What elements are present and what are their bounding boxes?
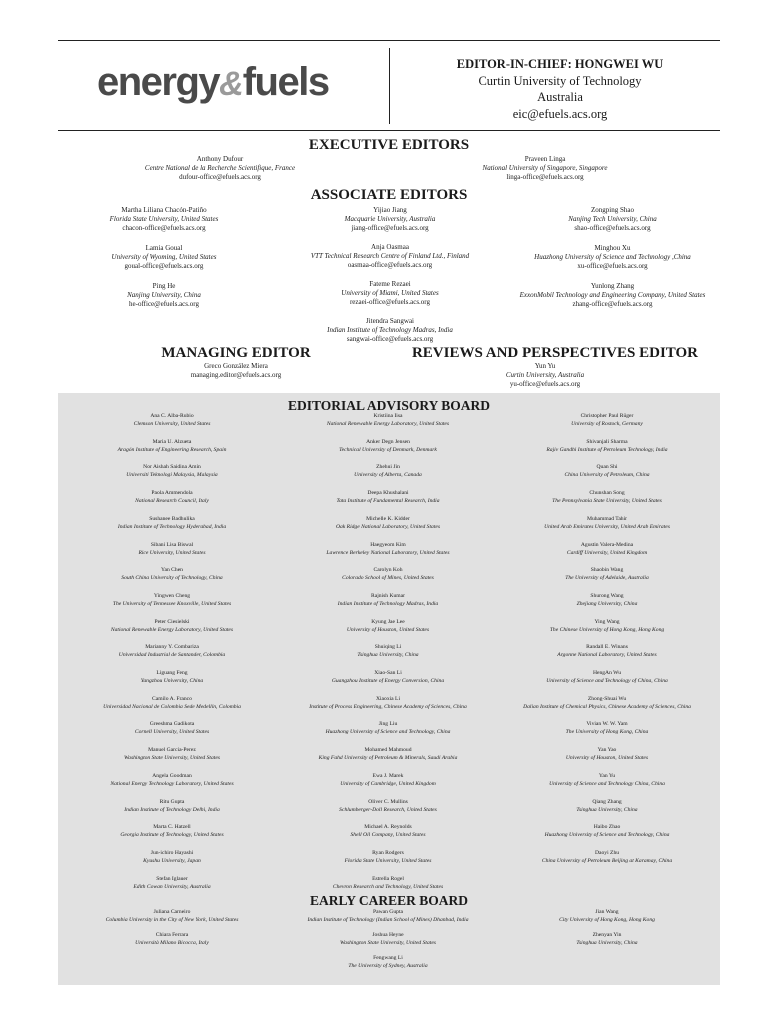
person-affiliation: Clemson University, United States [133,421,211,427]
board-member [272,463,504,479]
person-affiliation: Guangzhou Institute of Energy Conversion, China [331,678,445,684]
person-affiliation: Macquarie University, Australia [344,215,436,224]
board-member [420,155,670,183]
person-affiliation: Zhejiang University, China [576,600,638,607]
person-name: Pawan Gupta [373,909,403,915]
person-name: Minghou Xu [594,244,631,252]
person-name: Yan Chen [161,567,183,574]
eic-country: Australia [537,90,583,104]
board-member [62,618,282,634]
top-rule [58,40,720,41]
board-member [272,541,504,557]
board-member [498,541,716,557]
board-member [498,908,716,924]
person-affiliation: Florida State University, United States [109,215,219,224]
person-name: Randall E. Winans [586,644,628,651]
board-member [62,566,282,582]
board-member [498,592,716,608]
person-name: Manuel Garcia-Perez [148,747,196,754]
person-name: Muhammad Tahir [586,515,628,522]
board-member [505,244,720,272]
board-member [62,695,282,711]
person-affiliation: City University of Hong Kong, Hong Kong [559,917,655,923]
board-member [498,695,716,711]
board-member [62,541,282,557]
board-member [498,746,716,762]
person-name: Lamia Goual [145,244,183,252]
person-name: Juliana Carneiro [153,909,191,915]
person-affiliation: Tsinghua University, China [357,652,419,659]
board-member [62,875,282,891]
person-affiliation: Yangzhou University, China [140,678,204,684]
person-affiliation: Universiti Teknologi Malaysia, Malaysia [126,472,218,479]
board-member [62,908,282,924]
board-member [62,720,282,736]
board-member [272,566,504,582]
person-name: Shurong Wang [590,592,624,599]
person-affiliation: National University of Singapore, Singapore [482,164,608,173]
person-name: Greco González Miera [204,362,268,370]
advisory-board-title: EDITORIAL ADVISORY BOARD [287,398,491,413]
person-affiliation: Huazhong University of Science and Technology, China [325,729,451,736]
person-affiliation: Shell Oil Company, United States [350,832,426,839]
person-affiliation: China University of Petroleum, China [564,472,650,479]
board-member [498,849,716,865]
person-affiliation: The University of Sydney, Australia [348,963,428,969]
person-affiliation: The Chinese University of Hong Kong, Hong Kong [549,626,665,633]
person-name: Paola Ammendola [151,490,193,497]
board-member [100,155,340,183]
person-name: Haibo Zhao [593,824,621,831]
person-email[interactable]: dufour-office@efuels.acs.org [179,173,261,182]
person-affiliation: University of Wyoming, United States [111,253,217,262]
board-member [272,772,504,788]
board-member [58,244,270,272]
associate-editors-title: ASSOCIATE EDITORS [310,187,468,203]
board-member [62,849,282,865]
board-member [62,515,282,531]
person-name: Fateme Rezaei [369,280,411,288]
person-affiliation: University of Science and Technology China, China [549,780,665,787]
board-member [272,438,504,454]
header-divider [389,48,390,124]
board-member [272,823,504,839]
person-name: Sushanee Badhulika [149,515,195,522]
person-affiliation: Institute of Process Engineering, Chinese Academy of Sciences, China [309,703,467,710]
person-name: Michelle K. Kidder [366,515,410,522]
person-name: Greeshma Gadikota [149,721,195,728]
board-member [62,823,282,839]
managing-editor-title: MANAGING EDITOR [161,345,311,361]
person-affiliation: Edith Cowan University, Australia [133,883,211,890]
person-affiliation: Indian Institute of Technology Madras, India [327,326,453,335]
person-affiliation: China University of Petroleum Beijing at Karamay, China [541,857,673,864]
person-name: Michael A. Reynolds [364,824,412,831]
person-affiliation: Indian Institute of Technology (Indian School of Mines) Dhanbad, India [307,917,469,923]
person-name: HengAn Wu [592,670,622,676]
person-name: Marta C. Hatzell [153,824,191,831]
person-affiliation: The Pennsylvania State University, United States [552,498,662,505]
person-affiliation: University of Rostock, Germany [571,421,643,427]
person-affiliation: University of Houston, United States [346,626,430,633]
person-email[interactable]: zhang-office@efuels.acs.org [572,300,653,309]
person-affiliation: University of Science and Technology of China, China [546,678,668,684]
person-name: Shaobin Wang [590,567,624,574]
person-name: Christopher Paul Rüger [580,413,634,419]
person-name: Yingwen Cheng [153,592,191,599]
person-name: Sibani Lisa Biswal [150,541,194,548]
person-affiliation: Tsinghua University, China [576,940,638,946]
board-member [62,489,282,505]
person-name: Anja Oasmaa [371,243,409,251]
board-member [62,669,282,685]
board-member [272,908,504,924]
person-affiliation: Tata Institute of Fundamental Research, India [336,498,440,505]
board-member [62,643,282,659]
person-affiliation: South China University of Technology, China [121,575,223,582]
person-affiliation: Rice University, United States [138,549,206,556]
person-name: Mohamed Mahmoud [364,747,412,754]
board-member [270,206,510,234]
person-name: Zhehui Jin [376,464,400,471]
person-affiliation: Universidad Nacional de Colombia Sede Medellín, Colombia [103,703,241,710]
person-name: Ryan Rodgers [372,849,404,856]
board-member [272,515,504,531]
editor-in-chief-block [400,56,720,122]
person-affiliation: University of Cambridge, United Kingdom [340,780,436,787]
person-affiliation: The University of Adelaide, Australia [565,575,649,582]
board-member [272,931,504,947]
person-name: Ana C. Alba-Rubio [150,413,194,419]
person-affiliation: Huazhong University of Science and Technology ,China [534,253,691,262]
board-member [272,720,504,736]
person-email[interactable]: chacon-office@efuels.acs.org [122,224,206,233]
board-member [498,772,716,788]
person-name: Jitendra Sangwai [365,317,414,325]
person-name: Daoyi Zhu [594,849,620,856]
person-email[interactable]: linga-office@efuels.acs.org [506,173,584,182]
person-affiliation: Università Milano Bicocca, Italy [135,940,209,946]
header-bottom-rule [58,130,720,131]
person-name: Shivanjali Sharma [586,438,628,445]
person-affiliation: Curtin University, Australia [505,371,585,380]
board-member [272,746,504,762]
person-affiliation: Tsinghua University, China [576,806,638,813]
person-affiliation: University of Houston, United States [565,755,649,762]
eic-email[interactable]: eic@efuels.acs.org [512,106,608,121]
person-name: Chunshan Song [589,490,625,497]
person-name: Anker Degn Jensen [366,438,410,445]
person-name: Angela Goodman [152,772,192,779]
person-affiliation: National Renewable Energy Laboratory, United States [110,626,234,633]
person-name: Peter Ciesielski [154,618,190,625]
person-name: Haegyeom Kim [370,541,406,548]
board-member [498,798,716,814]
board-member [498,669,716,685]
person-name: Oliver C. Mullins [368,798,408,805]
person-affiliation: National Renewable Energy Laboratory, United States [326,421,450,427]
person-email[interactable]: xu-office@efuels.acs.org [577,262,648,271]
person-email[interactable]: sangwai-office@efuels.acs.org [346,335,434,344]
board-member [505,206,720,234]
person-name: Ying Wang [594,618,620,625]
person-name: Yunlong Zhang [590,282,635,290]
person-name: Quan Shi [596,464,618,471]
board-member [270,280,510,308]
board-member [498,489,716,505]
early-career-board-title: EARLY CAREER BOARD [309,893,469,908]
person-affiliation: Schlumberger-Doll Research, United States [339,806,437,813]
board-member [62,772,282,788]
person-name: Estrella Rogel [372,875,404,882]
executive-editors-title: EXECUTIVE EDITORS [308,137,470,153]
person-email[interactable]: yu-office@efuels.acs.org [509,380,581,389]
person-email[interactable]: managing.editor@efuels.acs.org [190,371,282,380]
person-name: Chiara Ferrara [155,932,189,938]
board-member [62,798,282,814]
board-member [498,566,716,582]
person-name: Kristiina Iisa [373,413,403,419]
person-name: Ping He [152,282,176,290]
person-affiliation: National Energy Technology Laboratory, United States [110,780,234,787]
person-name: Shuiqing Li [374,644,402,651]
person-name: Xiaoxia Li [375,695,401,702]
person-name: Marianny Y. Combariza [145,644,199,651]
person-name: Vivian W. W. Yam [586,721,628,728]
person-affiliation: Argonne National Laboratory, United States [557,652,657,659]
board-member [498,823,716,839]
person-name: Liguang Feng [156,670,188,676]
person-name: Rajnish Kumar [370,592,406,599]
board-member [272,592,504,608]
person-affiliation: Technical University of Denmark, Denmark [339,446,437,453]
person-email[interactable]: shao-office@efuels.acs.org [574,224,651,233]
eic-title: EDITOR-IN-CHIEF: HONGWEI WU [456,57,664,71]
person-name: Camilo A. Franco [152,695,192,702]
board-member [498,412,716,428]
person-affiliation: University of Alberta, Canada [354,472,422,479]
board-member [272,849,504,865]
person-name: Ritu Gupta [159,798,185,805]
board-member [272,875,504,891]
person-name: Martha Liliana Chacón-Patiño [121,206,207,214]
board-member [270,317,510,345]
person-email[interactable]: jiang-office@efuels.acs.org [351,224,429,233]
person-name: Jing Liu [378,721,398,728]
person-name: Carolyn Koh [373,567,403,574]
person-affiliation: Universidad Industrial de Santander, Colombia [118,652,226,659]
person-email[interactable]: goual-office@efuels.acs.org [124,262,204,271]
person-affiliation: Cornell University, United States [134,729,210,736]
person-name: Yijiao Jiang [373,206,407,214]
person-affiliation: Nanjing Tech University, China [568,215,657,224]
person-name: Jun-ichiro Hayashi [150,849,194,856]
person-name: Nor Aishah Saidina Amin [143,464,201,471]
person-affiliation: VTT Technical Research Centre of Finland Ltd., Finland [310,252,470,261]
person-name: Ewa J. Marek [372,772,404,779]
board-member [62,931,282,947]
person-email[interactable]: rezaei-office@efuels.acs.org [349,298,431,307]
board-member [498,618,716,634]
board-member [62,746,282,762]
person-affiliation: Oak Ridge National Laboratory, United States [335,523,441,530]
person-name: Zhenyan Yin [592,932,622,938]
board-member [498,515,716,531]
person-affiliation: Indian Institute of Technology Madras, India [337,600,439,607]
board-member [272,643,504,659]
reviews-editor-title: REVIEWS AND PERSPECTIVES EDITOR [411,345,699,361]
managing-editor-entry [136,362,336,380]
board-member [272,954,504,970]
person-affiliation: Florida State University, United States [344,857,432,864]
person-name: Joshua Heyne [372,932,404,938]
person-affiliation: Indian Institute of Technology Hyderabad, India [117,523,227,530]
person-affiliation: Lawrence Berkeley National Laboratory, United States [326,549,450,556]
person-name: Qiang Zhang [592,798,622,805]
person-name: Xiao-San Li [374,670,402,676]
board-member [62,463,282,479]
person-name: Zongping Shao [591,206,634,214]
person-affiliation: Huazhong University of Science and Technology, China [544,832,670,839]
person-affiliation: Washington State University, United States [340,940,436,946]
person-name: Yan Yu [598,772,616,779]
person-affiliation: Centre National de la Recherche Scientifique, France [144,164,296,173]
board-member [272,798,504,814]
eic-affiliation: Curtin University of Technology [478,73,642,88]
person-affiliation: Washington State University, United States [124,755,220,762]
board-member [272,618,504,634]
person-affiliation: Columbia University in the City of New York, United States [105,917,239,923]
board-member [58,282,270,310]
person-name: Anthony Dufour [196,155,244,163]
board-member [498,463,716,479]
person-affiliation: National Research Council, Italy [135,498,209,505]
board-member [272,695,504,711]
person-affiliation: Indian Institute of Technology Delhi, India [124,806,220,813]
reviews-editor-entry [400,362,690,390]
board-member [272,412,504,428]
board-member [62,412,282,428]
board-member [498,720,716,736]
person-name: Yun Yu [534,362,556,370]
board-member [58,206,270,234]
board-member [498,931,716,947]
person-name: Jian Wang [595,909,619,915]
board-member [272,489,504,505]
person-affiliation: University of Miami, United States [341,289,439,298]
board-member [272,669,504,685]
person-name: Praveen Linga [524,155,566,163]
journal-logo: energy&fuels [97,60,329,104]
person-affiliation: Dalian Institute of Chemical Physics, Chinese Academy of Sciences, China [523,703,691,710]
board-member [498,643,716,659]
board-member [62,438,282,454]
person-affiliation: Chevron Research and Technology, United States [332,883,444,890]
person-email[interactable]: oasmaa-office@efuels.acs.org [347,261,433,270]
person-name: Kyung Jae Lee [371,618,405,625]
person-affiliation: Colorado School of Mines, United States [342,575,434,582]
board-member [505,282,720,310]
person-name: Maria U. Alzueta [152,438,192,445]
person-name: Stefan Iglauer [156,875,188,882]
person-affiliation: Kyushu University, Japan [143,857,201,864]
person-affiliation: King Fahd University of Petroleum & Minerals, Saudi Arabia [318,755,458,762]
person-name: Fengwang Li [373,955,403,961]
person-name: Deepa Khushalani [367,490,409,497]
person-affiliation: The University of Tennessee Knoxville, United States [112,600,232,607]
person-name: Yan Yao [597,747,617,754]
person-email[interactable]: he-office@efuels.acs.org [129,300,199,309]
person-affiliation: Cardiff University, United Kingdom [566,549,648,556]
person-name: Agustin Valera-Medina [580,541,634,548]
person-affiliation: Rajiv Gandhi Institute of Petroleum Technology, India [546,446,668,453]
person-name: Zhong-Shuai Wu [587,695,627,702]
person-affiliation: ExxonMobil Technology and Engineering Company, United States [519,291,706,300]
board-member [62,592,282,608]
person-affiliation: Nanjing University, China [127,291,201,300]
person-affiliation: Aragón Institute of Engineering Research, Spain [117,446,227,453]
person-affiliation: United Arab Emirates University, United Arab Emirates [544,523,670,530]
board-member [270,243,510,271]
person-affiliation: The University of Hong Kong, China [565,729,649,736]
person-affiliation: Georgia Institute of Technology, United States [120,832,224,839]
board-member [498,438,716,454]
